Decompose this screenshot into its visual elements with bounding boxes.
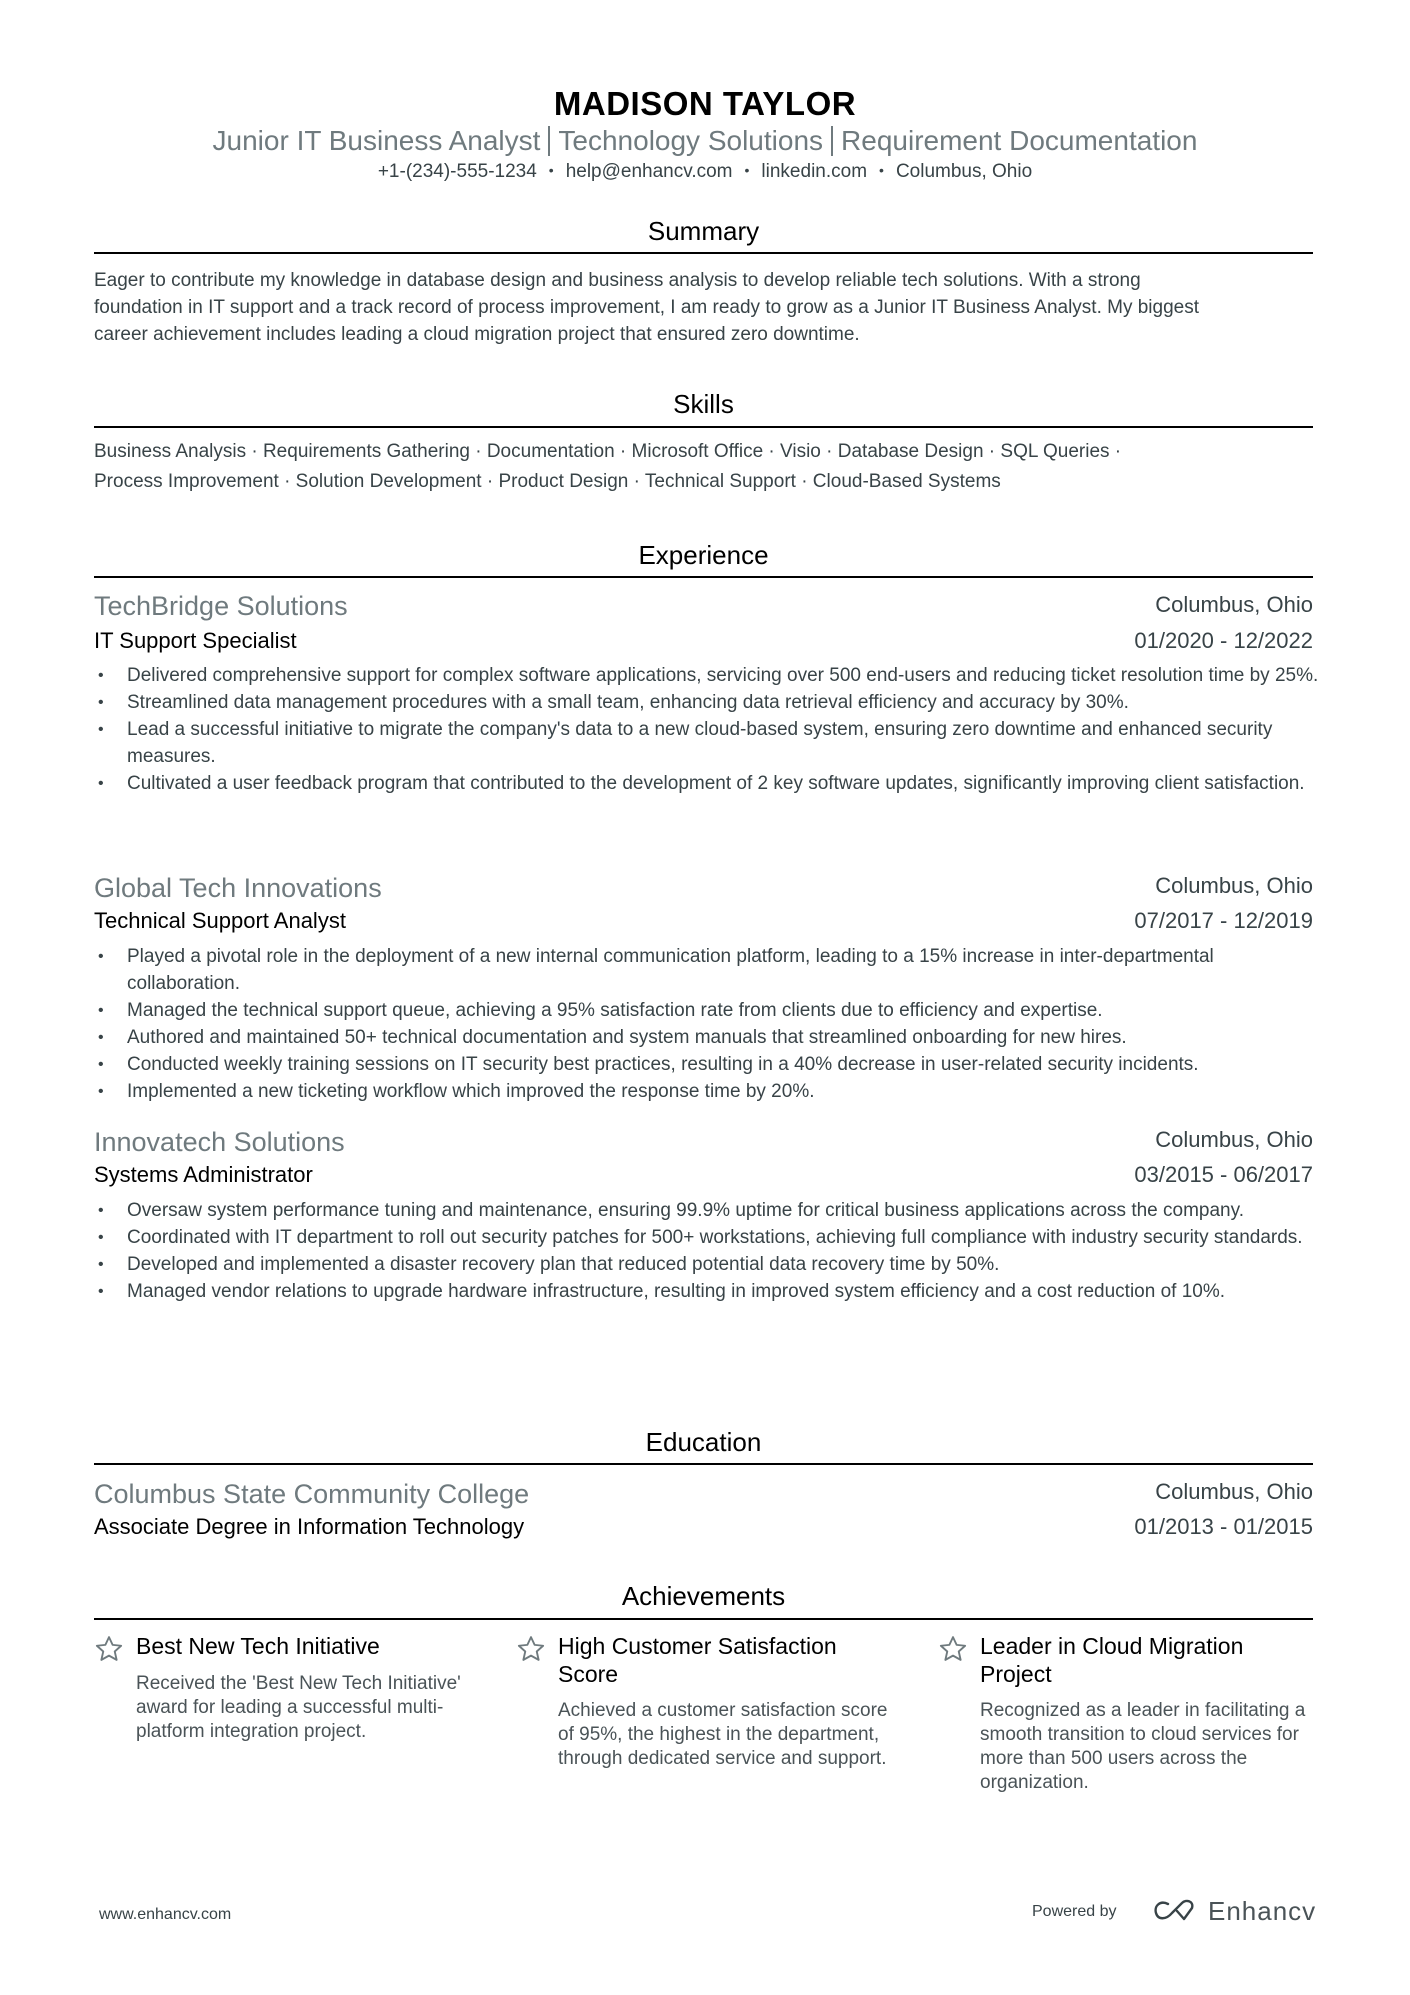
headline-part: Requirement Documentation: [841, 125, 1198, 156]
bullet-item: • Lead a successful initiative to migrate the company's data to a new cloud-based system, ensuring zero downtime and enhanced security measures.: [94, 716, 1319, 770]
summary-line: career achievement includes leading a cloud migration project that ensured zero downtime.: [94, 324, 860, 345]
section-heading-achievements: Achievements: [621, 1581, 786, 1611]
phone: +1-(234)-555-1234: [377, 161, 537, 182]
summary-line: foundation in IT support and a track record of process improvement, I am ready to grow as a Junior IT Business Analyst. My biggest: [94, 297, 1200, 318]
skills-line: Process Improvement · Solution Development · Product Design · Technical Support · Cloud-Based Systems: [94, 471, 1001, 492]
school-name: Columbus State Community College: [94, 1479, 530, 1509]
star-icon: [516, 1634, 546, 1664]
achievement-item: [94, 1632, 474, 1772]
section-heading-experience: Experience: [638, 540, 769, 570]
job-bullets: [94, 662, 1319, 797]
section-heading-skills: Skills: [673, 389, 734, 419]
divider: [548, 126, 550, 156]
star-icon: [94, 1634, 124, 1664]
divider: [831, 126, 833, 156]
contact-info: [0, 158, 1410, 184]
job-title: IT Support Specialist: [94, 628, 297, 653]
email-link[interactable]: help@enhancv.com: [565, 161, 733, 182]
bullet-item: • Managed vendor relations to upgrade hardware infrastructure, resulting in improved system efficiency and a cost reduction of 10%.: [94, 1278, 1319, 1305]
section-divider: [94, 252, 1313, 254]
bullet-item: • Oversaw system performance tuning and maintenance, ensuring 99.9% uptime for critical business applications across the company.: [94, 1197, 1319, 1224]
enhancv-brand[interactable]: Enhancv: [1208, 1896, 1317, 1926]
star-icon: [938, 1634, 968, 1664]
education-dates: 01/2013 - 01/2015: [1134, 1514, 1313, 1539]
achievement-item: [516, 1632, 896, 1772]
bullet-item: • Managed the technical support queue, achieving a 95% satisfaction rate from clients due to efficiency and expertise.: [94, 997, 1319, 1024]
bullet-item: • Played a pivotal role in the deployment of a new internal communication platform, leading to a 15% increase in inter-departmental collaboration.: [94, 943, 1319, 997]
section-divider: [94, 576, 1313, 578]
job-location: Columbus, Ohio: [1155, 1127, 1313, 1152]
job-title: Systems Administrator: [94, 1162, 313, 1187]
achievement-title: Best New Tech Initiative: [136, 1633, 380, 1659]
bullet-item: • Developed and implemented a disaster recovery plan that reduced potential data recovery time by 50%.: [94, 1251, 1319, 1278]
achievement-title: Leader in Cloud Migration Project: [980, 1633, 1244, 1687]
skills-line: Business Analysis · Requirements Gathering · Documentation · Microsoft Office · Visio · Database Design · SQL Queries ·: [94, 441, 1122, 462]
skills-list: [94, 437, 1313, 497]
achievement-description: Recognized as a leader in facilitating a smooth transition to cloud services for more than 500 users across the organization.: [980, 1700, 1306, 1793]
bullet-item: • Delivered comprehensive support for complex software applications, servicing over 500 end-users and reducing ticket resolution time by 25%.: [94, 662, 1319, 689]
job-dates: 03/2015 - 06/2017: [1134, 1162, 1313, 1187]
achievement-title: High Customer Satisfaction Score: [558, 1633, 837, 1687]
section-heading-education: Education: [645, 1427, 762, 1457]
job-bullets: [94, 943, 1319, 1105]
bullet-separator: •: [744, 162, 750, 178]
job-dates: 07/2017 - 12/2019: [1134, 908, 1313, 933]
bullet-item: • Implemented a new ticketing workflow which improved the response time by 20%.: [94, 1078, 1319, 1105]
company-name: Innovatech Solutions: [94, 1127, 345, 1157]
bullet-item: • Authored and maintained 50+ technical documentation and system manuals that streamlined onboarding for new hires.: [94, 1024, 1319, 1051]
headline: [0, 124, 1410, 158]
company-name: Global Tech Innovations: [94, 873, 382, 903]
company-name: TechBridge Solutions: [94, 591, 348, 621]
achievement-description: Received the 'Best New Tech Initiative' award for leading a successful multi-platform integration project.: [136, 1673, 461, 1742]
bullet-item: • Coordinated with IT department to roll out security patches for 500+ workstations, achieving full compliance with industry security standards.: [94, 1224, 1319, 1251]
footer-website-link[interactable]: www.enhancv.com: [99, 1906, 232, 1923]
section-divider: [94, 1463, 1313, 1465]
achievement-item: [938, 1632, 1318, 1793]
job-title: Technical Support Analyst: [94, 908, 346, 933]
bullet-separator: •: [548, 162, 554, 178]
location: Columbus, Ohio: [895, 161, 1033, 182]
job-dates: 01/2020 - 12/2022: [1134, 628, 1313, 653]
bullet-item: • Streamlined data management procedures with a small team, enhancing data retrieval efficiency and accuracy by 30%.: [94, 689, 1319, 716]
candidate-name: MADISON TAYLOR: [553, 85, 857, 122]
bullet-item: • Cultivated a user feedback program that contributed to the development of 2 key software updates, significantly improving client satisfaction.: [94, 770, 1319, 797]
enhancv-logo-icon: [1152, 1896, 1202, 1926]
section-heading-summary: Summary: [647, 216, 760, 246]
job-location: Columbus, Ohio: [1155, 873, 1313, 898]
headline-part: Technology Solutions: [558, 125, 824, 156]
achievement-description: Achieved a customer satisfaction score of 95%, the highest in the department, through dedicated service and support.: [558, 1700, 888, 1769]
summary-text: [94, 267, 1319, 348]
linkedin-link[interactable]: linkedin.com: [761, 161, 868, 182]
summary-line: Eager to contribute my knowledge in database design and business analysis to develop reliable tech solutions. With a strong: [94, 270, 1141, 291]
headline-part: Junior IT Business Analyst: [212, 125, 541, 156]
section-divider: [94, 1618, 1313, 1620]
degree: Associate Degree in Information Technology: [94, 1514, 525, 1539]
powered-by-label: Powered by: [1032, 1903, 1117, 1920]
school-location: Columbus, Ohio: [1155, 1479, 1313, 1504]
bullet-item: • Conducted weekly training sessions on IT security best practices, resulting in a 40% decrease in user-related security incidents.: [94, 1051, 1319, 1078]
job-location: Columbus, Ohio: [1155, 592, 1313, 617]
job-bullets: [94, 1197, 1319, 1305]
bullet-separator: •: [879, 162, 884, 178]
section-divider: [94, 426, 1313, 428]
